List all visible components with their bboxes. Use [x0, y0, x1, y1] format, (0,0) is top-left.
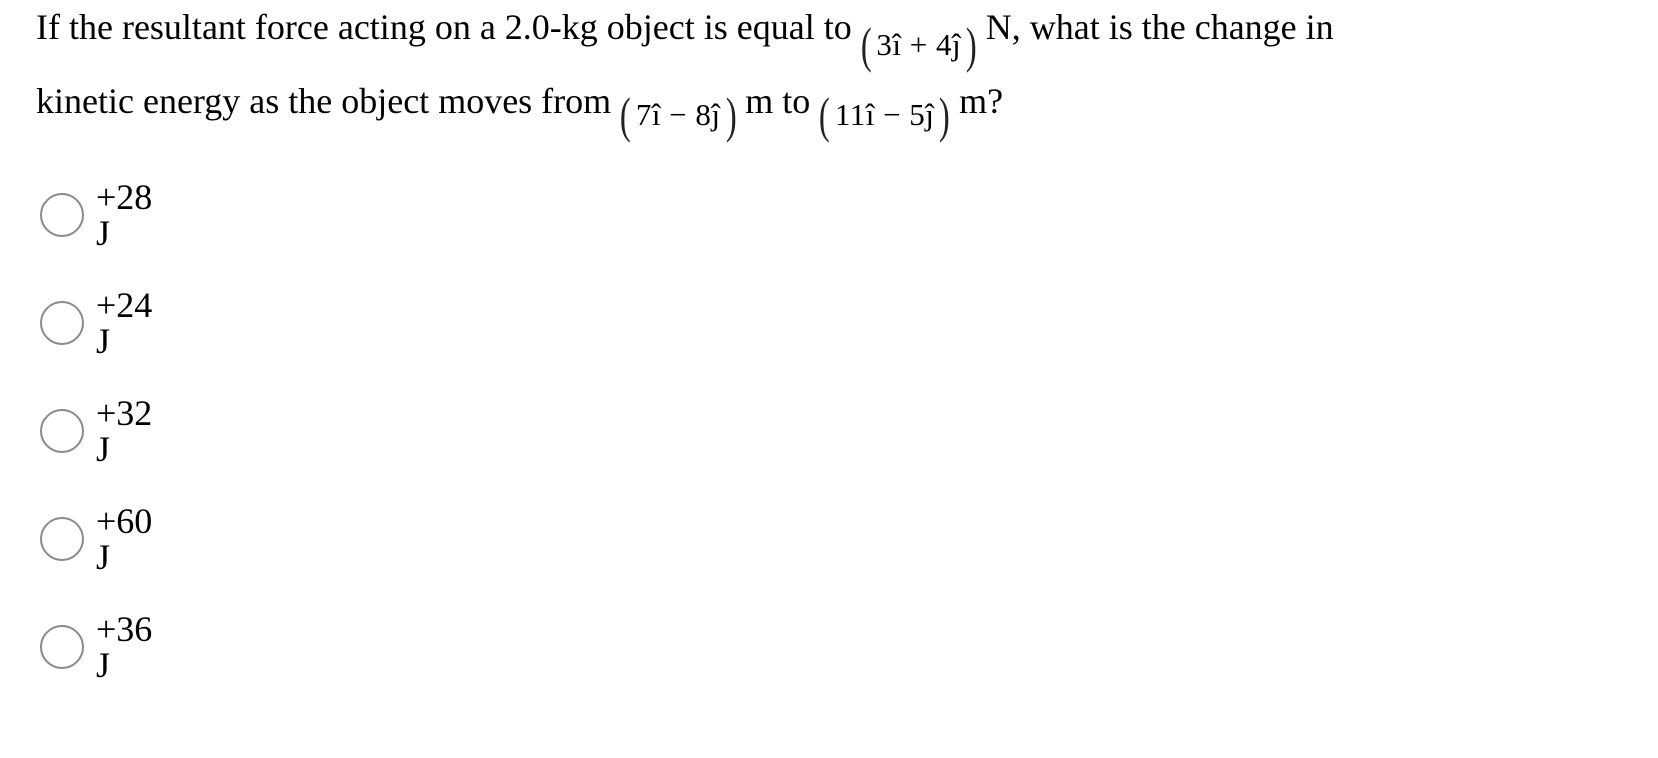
question-line-2 [36, 80, 1004, 143]
answer-option-1[interactable] [40, 177, 153, 253]
radio-button[interactable] [40, 625, 84, 669]
answer-option-5[interactable] [40, 609, 153, 685]
paren-close: ) [725, 87, 737, 143]
force-vector-value: 3î + 4ĵ [876, 27, 962, 62]
position-to-vector [816, 87, 953, 143]
answer-option-label: +28 J [96, 177, 153, 253]
paren-close: ) [939, 87, 951, 143]
force-vector [858, 17, 980, 73]
question-text-part: If the resultant force acting on a 2.0-kg object is equal to [36, 7, 852, 47]
radio-button[interactable] [40, 517, 84, 561]
answer-option-label: +36 J [96, 609, 153, 685]
position-from-value: 7î − 8ĵ [635, 97, 721, 132]
radio-button[interactable] [40, 409, 84, 453]
answer-option-label: +32 J [96, 393, 153, 469]
answer-option-4[interactable] [40, 501, 153, 577]
paren-open: ( [819, 87, 830, 143]
question-text-part: m? [959, 81, 1004, 121]
question-line-1 [36, 6, 1334, 73]
position-to-value: 11î − 5ĵ [834, 97, 935, 132]
radio-button[interactable] [40, 301, 84, 345]
answer-option-label: +24 J [96, 285, 153, 361]
paren-open: ( [860, 17, 872, 73]
answer-option-2[interactable] [40, 285, 153, 361]
question-text-part: N, what is the change in [985, 7, 1334, 47]
answer-option-label: +60 J [96, 501, 153, 577]
paren-open: ( [620, 87, 631, 143]
position-from-vector [617, 87, 739, 143]
paren-close: ) [966, 17, 977, 73]
answer-option-3[interactable] [40, 393, 153, 469]
question-text-part: kinetic energy as the object moves from [36, 81, 612, 121]
radio-button[interactable] [40, 193, 84, 237]
question-text-part: m to [745, 81, 811, 121]
